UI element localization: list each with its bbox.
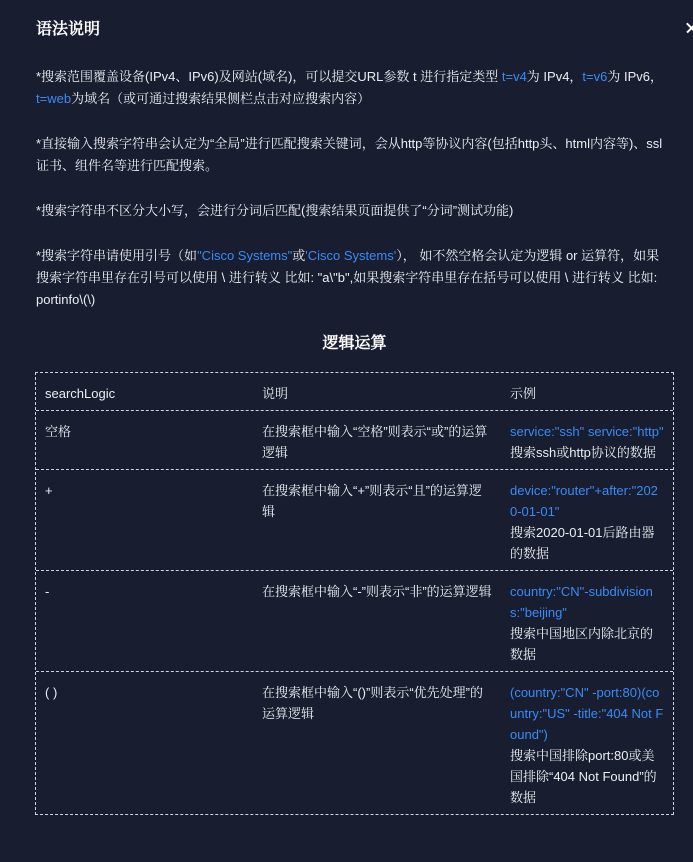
description-cell: 在搜索框中输入“+”则表示“且”的运算逻辑 [262,483,482,519]
note-text: *搜索字符串请使用引号（如 [36,248,198,263]
close-icon [683,20,693,36]
syntax-notes [36,66,670,334]
note-text: 为 IPv4， [526,69,583,84]
type-param-v6[interactable]: t=v6 [582,69,608,84]
note-text: *搜索范围覆盖设备(IPv4、IPv6)及网站(域名)，可以提交URL参数 t 进行指定类型 [36,69,502,84]
note-text: *直接输入搜索字符串会认定为“全局”进行匹配搜索关键词，会从http等协议内容(包括http头、html内容等)、ssl证书、组件名等进行匹配搜索。 [36,136,663,173]
table-row [36,571,673,672]
column-header-example: 示例 [510,386,537,401]
example-note: 搜索ssh或http协议的数据 [510,445,656,460]
operator-cell: - [45,584,50,599]
column-header-description: 说明 [262,386,289,401]
note-case-insensitive [36,200,670,222]
table-row [36,470,673,571]
example-query[interactable]: service:"ssh" service:"http" [510,424,664,439]
description-cell: 在搜索框中输入“空格”则表示“或”的运算逻辑 [262,424,488,460]
description-cell: 在搜索框中输入“()”则表示“优先处理”的运算逻辑 [262,685,483,721]
logic-section-heading: 逻辑运算 [322,335,387,352]
example-note: 搜索中国地区内除北京的数据 [510,626,654,662]
note-global-search [36,133,670,177]
type-param-web[interactable]: t=web [36,91,72,106]
operator-cell: + [45,483,53,498]
note-quotes-escaping [36,245,670,311]
close-button[interactable] [683,20,693,36]
example-single-quoted[interactable]: 'Cisco Systems' [305,248,397,263]
example-query[interactable]: country:"CN"-subdivisions:"beijing" [510,584,653,620]
table-header-row [36,373,673,411]
example-double-quoted[interactable]: "Cisco Systems" [197,248,293,263]
example-query[interactable]: (country:"CN" -port:80)(country:"US" -title:"404 Not Found") [510,685,664,742]
example-note: 搜索中国排除port:80或美国排除“404 Not Found”的数据 [510,748,657,805]
example-cell [501,411,673,469]
logic-operators-table [35,372,674,815]
column-header-search-logic: searchLogic [45,386,116,401]
note-text: 为域名（或可通过搜索结果侧栏点击对应搜索内容） [71,91,371,106]
example-cell [501,571,673,671]
note-text: 为 IPv6， [607,69,663,84]
example-query[interactable]: device:"router"+after:"2020-01-01" [510,483,658,519]
note-search-scope [36,66,670,110]
note-text: ）， 如不然空格会认定为逻辑 or 运算符，如果搜索字符串里存在引号可以使用 \ 进行转义 比如: "a\"b",如果搜索字符串里存在括号可以使用 \ 进行转义 比如: portinfo\(\) [36,248,660,307]
example-cell [501,672,673,814]
table-row [36,672,673,814]
operator-cell: 空格 [45,424,72,439]
example-cell [501,470,673,570]
operator-cell: ( ) [45,685,58,700]
table-row [36,411,673,470]
dialog-title: 语法说明 [36,21,101,38]
example-note: 搜索2020-01-01后路由器的数据 [510,525,655,561]
description-cell: 在搜索框中输入“-”则表示“非”的运算逻辑 [262,584,492,599]
note-text: *搜索字符串不区分大小写，会进行分词后匹配(搜索结果页面提供了“分词”测试功能) [36,203,514,218]
note-text: 或 [292,248,306,263]
type-param-v4[interactable]: t=v4 [501,69,527,84]
